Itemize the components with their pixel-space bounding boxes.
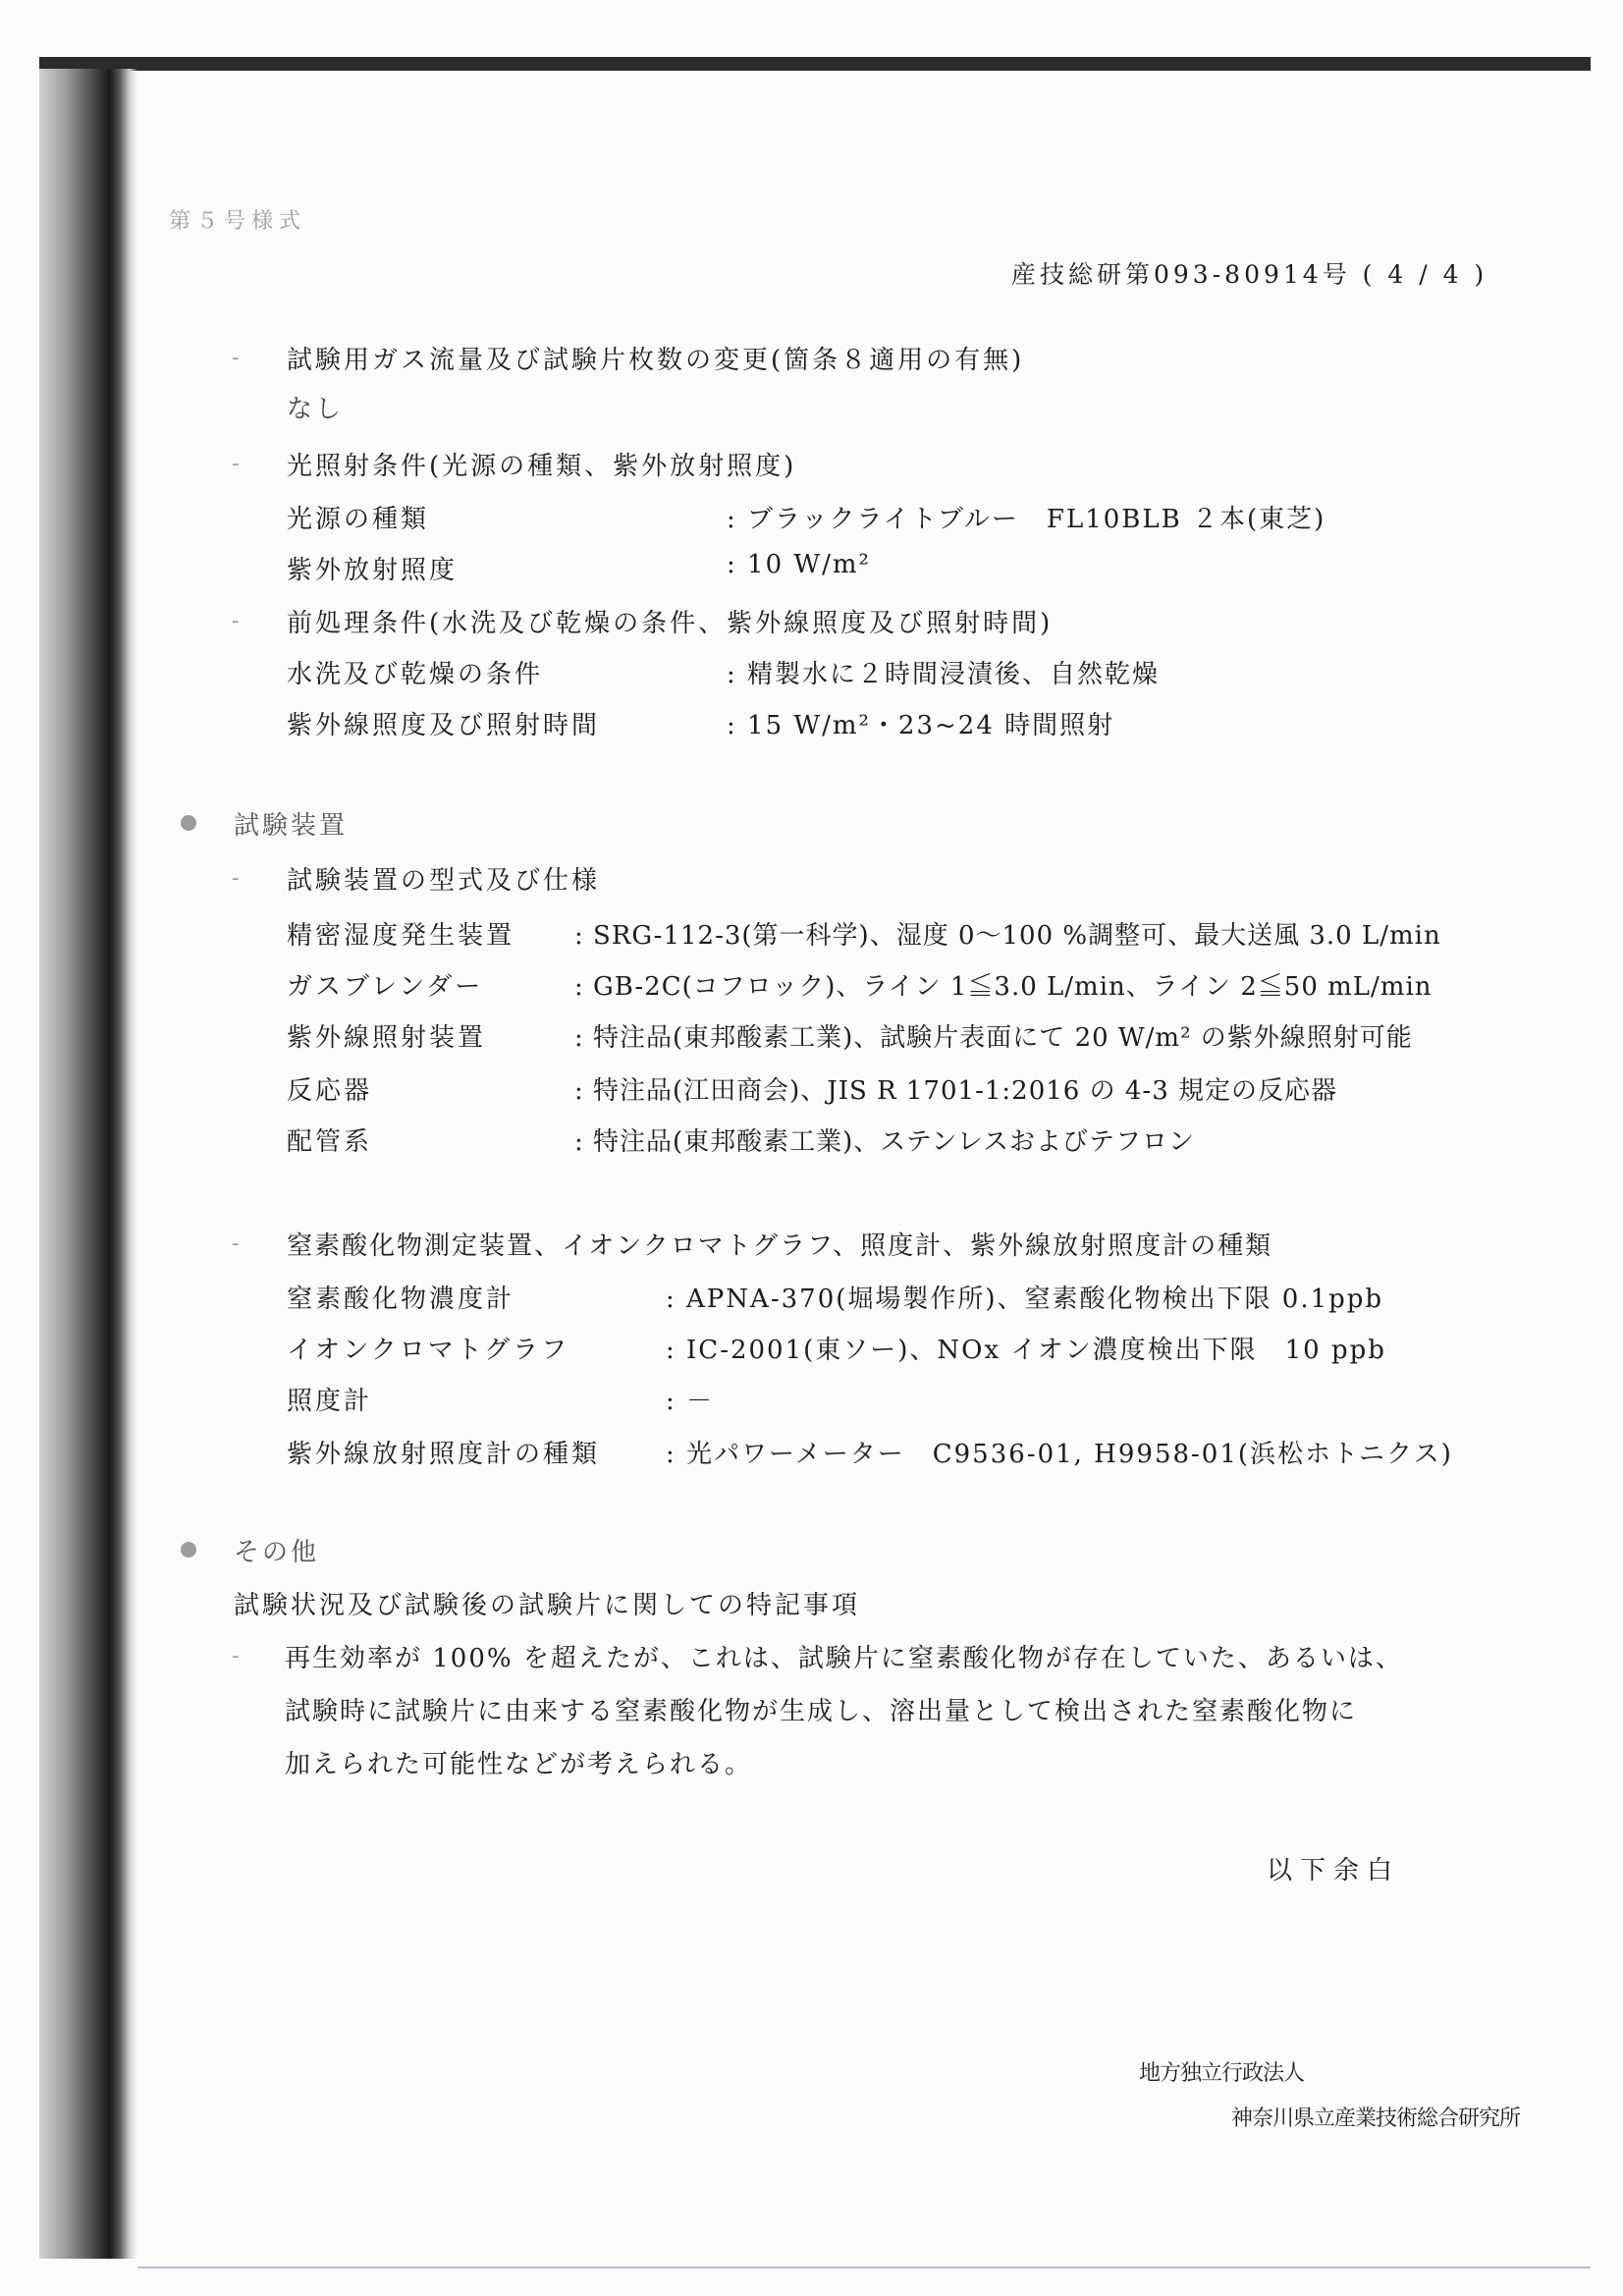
gas-flow-change-value: なし	[287, 395, 345, 424]
uv-irradiance-value: : 10 W/m²	[727, 550, 871, 579]
bullet: -	[232, 346, 240, 370]
gas-flow-change-label: 試験用ガス流量及び試験片枚数の変更(箇条８適用の有無)	[287, 346, 1025, 375]
apparatus-value: : 特注品(東邦酸素工業)、試験片表面にて 20 W/m² の紫外線照射可能	[574, 1023, 1413, 1053]
section-heading-apparatus: 試験装置	[234, 811, 349, 841]
uv-irradiance-label: 紫外放射照度	[287, 556, 459, 585]
form-number: 第５号様式	[169, 209, 307, 234]
apparatus-label: 精密湿度発生装置	[287, 921, 515, 951]
section-marker-icon	[181, 1542, 196, 1558]
wash-dry-value: : 精製水に２時間浸漬後、自然乾燥	[727, 660, 1161, 689]
apparatus-label: 紫外線照射装置	[287, 1023, 487, 1053]
pretreatment-label: 前処理条件(水洗及び乾燥の条件、紫外線照度及び照射時間)	[287, 609, 1054, 638]
measurement-devices-subheading: 窒素酸化物測定装置、イオンクロマトグラフ、照度計、紫外線放射照度計の種類	[287, 1231, 1273, 1261]
apparatus-value: : 特注品(江田商会)、JIS R 1701-1:2016 の 4-3 規定の反応器	[574, 1076, 1338, 1106]
apparatus-value: : GB-2C(コフロック)、ライン 1≦3.0 L/min、ライン 2≦50 mL/min	[574, 972, 1433, 1002]
notes-subheading: 試験状況及び試験後の試験片に関しての特記事項	[234, 1591, 861, 1620]
document-reference: 産技総研第093-80914号 ( 4 / 4 )	[1011, 260, 1488, 289]
end-of-document-note: 以下余白	[1267, 1856, 1401, 1886]
light-source-value: : ブラックライトブルー FL10BLB ２本(東芝)	[727, 505, 1326, 534]
apparatus-spec-subheading: 試験装置の型式及び仕様	[287, 866, 601, 896]
section-marker-icon	[181, 815, 196, 831]
light-condition-label: 光照射条件(光源の種類、紫外放射照度)	[287, 452, 797, 481]
section-heading-other: その他	[234, 1538, 320, 1567]
device-value: : APNA-370(堀場製作所)、窒素酸化物検出下限 0.1ppb	[666, 1285, 1384, 1314]
bullet: -	[232, 866, 240, 891]
device-value: : IC-2001(東ソー)、NOx イオン濃度検出下限 10 ppb	[666, 1336, 1386, 1365]
apparatus-label: 反応器	[287, 1076, 373, 1106]
bullet: -	[232, 1644, 240, 1668]
org-type: 地方独立行政法人	[1139, 2061, 1305, 2086]
device-label: 照度計	[287, 1387, 373, 1416]
apparatus-label: 配管系	[287, 1127, 373, 1157]
apparatus-value: : SRG-112-3(第一科学)、湿度 0～100 %調整可、最大送風 3.0 L/min	[574, 921, 1441, 951]
device-label: 紫外線放射照度計の種類	[287, 1440, 601, 1469]
device-value: : 光パワーメーター C9536-01, H9958-01(浜松ホトニクス)	[666, 1440, 1453, 1469]
light-source-label: 光源の種類	[287, 505, 430, 534]
uv-time-label: 紫外線照度及び照射時間	[287, 711, 601, 740]
scan-top-edge	[39, 57, 1591, 71]
bullet: -	[232, 1231, 240, 1256]
bullet: -	[232, 609, 240, 633]
device-label: 窒素酸化物濃度計	[287, 1285, 515, 1314]
apparatus-value: : 特注品(東邦酸素工業)、ステンレスおよびテフロン	[574, 1127, 1196, 1157]
org-name: 神奈川県立産業技術総合研究所	[1231, 2106, 1521, 2131]
note-line: 加えられた可能性などが考えられる。	[285, 1750, 753, 1779]
apparatus-label: ガスブレンダー	[287, 972, 484, 1002]
device-value: : －	[666, 1387, 715, 1416]
scan-bottom-edge	[137, 2267, 1591, 2269]
wash-dry-label: 水洗及び乾燥の条件	[287, 660, 544, 689]
device-label: イオンクロマトグラフ	[287, 1336, 570, 1365]
uv-time-value: : 15 W/m²・23~24 時間照射	[727, 711, 1115, 740]
bullet: -	[232, 452, 240, 476]
note-line: 再生効率が 100% を超えたが、これは、試験片に窒素酸化物が存在していた、あるいは、	[285, 1644, 1403, 1673]
scan-binding-shadow	[39, 69, 137, 2259]
note-line: 試験時に試験片に由来する窒素酸化物が生成し、溶出量として検出された窒素酸化物に	[285, 1697, 1358, 1726]
